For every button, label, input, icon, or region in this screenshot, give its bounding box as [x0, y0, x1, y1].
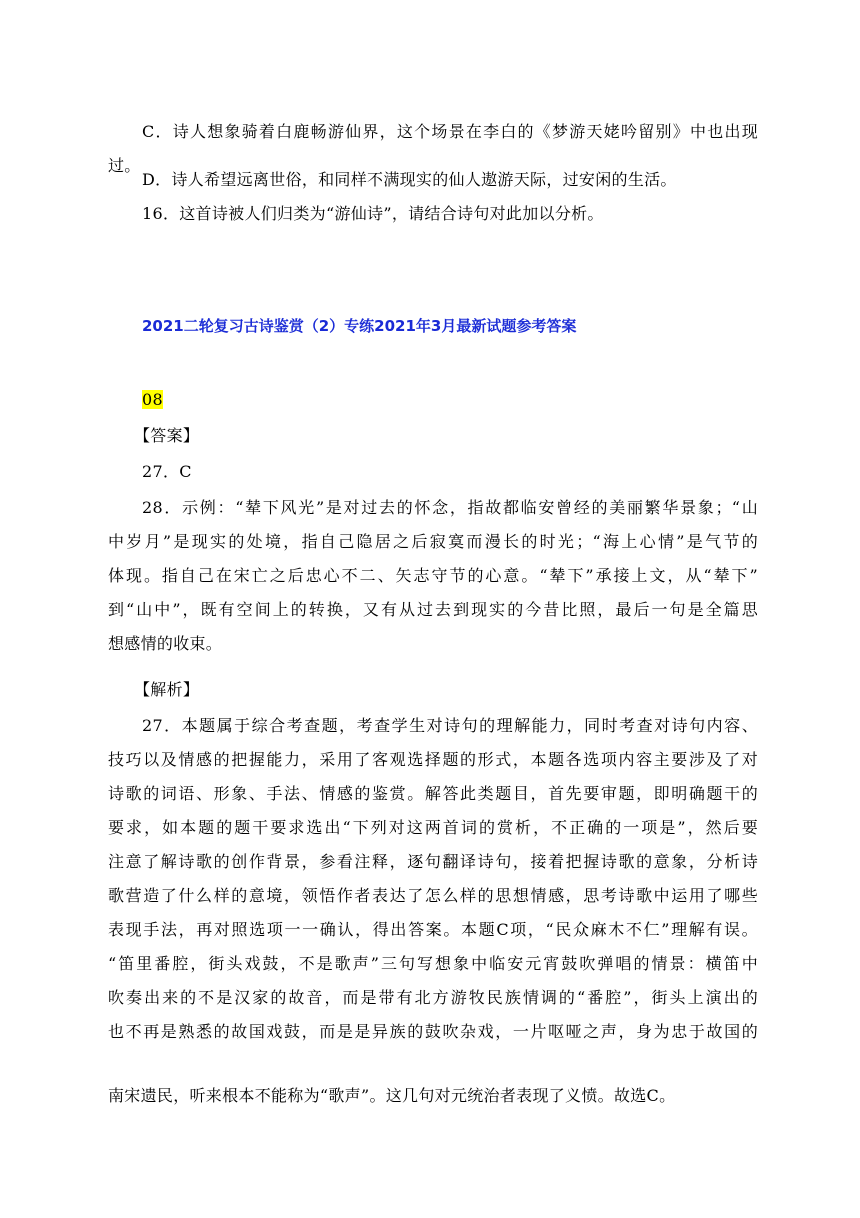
section-number [142, 390, 163, 410]
option-c-line-2: 过。 [108, 156, 141, 175]
answer-27: 27．C [142, 462, 192, 481]
analysis-line-5: 注意了解诗歌的创作背景，参看注释，逐句翻译诗句，接着把握诗歌的意象，分析诗 [108, 852, 758, 871]
question-16: 16．这首诗被人们归类为“游仙诗”，请结合诗句对此加以分析。 [142, 204, 604, 223]
answer-28-line-4: 到“山中”，既有空间上的转换，又有从过去到现实的今昔比照，最后一句是全篇思 [108, 600, 758, 619]
analysis-line-4: 要求，如本题的题干要求选出“下列对这两首词的赏析，不正确的一项是”，然后要 [108, 818, 758, 837]
analysis-label: 【解析】 [134, 680, 200, 699]
analysis-line-10: 也不再是熟悉的故国戏鼓，而是是异族的鼓吹杂戏，一片呕哑之声，身为忠于故国的 [108, 1022, 758, 1041]
answer-heading: 2021二轮复习古诗鉴赏（2）专练2021年3月最新试题参考答案 [142, 317, 577, 335]
analysis-line-2: 技巧以及情感的把握能力，采用了客观选择题的形式，本题各选项内容主要涉及了对 [108, 750, 758, 769]
option-d: D．诗人希望远离世俗，和同样不满现实的仙人遨游天际，过安闲的生活。 [142, 170, 677, 189]
answer-28-line-1: 28．示例：“辇下风光”是对过去的怀念，指故都临安曾经的美丽繁华景象；“山 [142, 498, 758, 517]
option-c-line-1: C．诗人想象骑着白鹿畅游仙界，这个场景在李白的《梦游天姥吟留别》中也出现 [142, 122, 758, 141]
answer-28-line-3: 体现。指自己在宋亡之后忠心不二、矢志守节的心意。“辇下”承接上文，从“辇下” [108, 566, 758, 585]
answer-label: 【答案】 [134, 426, 200, 445]
analysis-line-11: 南宋遗民，听来根本不能称为“歌声”。这几句对元统治者表现了义愤。故选C。 [108, 1086, 676, 1105]
analysis-line-7: 表现手法，再对照选项一一确认，得出答案。本题C项，“民众麻木不仁”理解有误。 [108, 920, 758, 939]
analysis-line-3: 诗歌的词语、形象、手法、情感的鉴赏。解答此类题目，首先要审题，即明确题干的 [108, 784, 758, 803]
analysis-line-1: 27．本题属于综合考查题，考查学生对诗句的理解能力，同时考查对诗句内容、 [142, 716, 758, 735]
analysis-line-9: 吹奏出来的不是汉家的故音，而是带有北方游牧民族情调的“番腔”，街头上演出的 [108, 988, 758, 1007]
answer-28-line-5: 想感情的收束。 [108, 634, 223, 653]
analysis-line-6: 歌营造了什么样的意境，领悟作者表达了怎么样的思想情感，思考诗歌中运用了哪些 [108, 886, 758, 905]
analysis-line-8: “笛里番腔，街头戏鼓，不是歌声”三句写想象中临安元宵鼓吹弹唱的情景：横笛中 [108, 954, 758, 973]
answer-28-line-2: 中岁月”是现实的处境，指自己隐居之后寂寞而漫长的时光；“海上心情”是气节的 [108, 532, 758, 551]
section-number-highlight: 08 [142, 390, 163, 409]
